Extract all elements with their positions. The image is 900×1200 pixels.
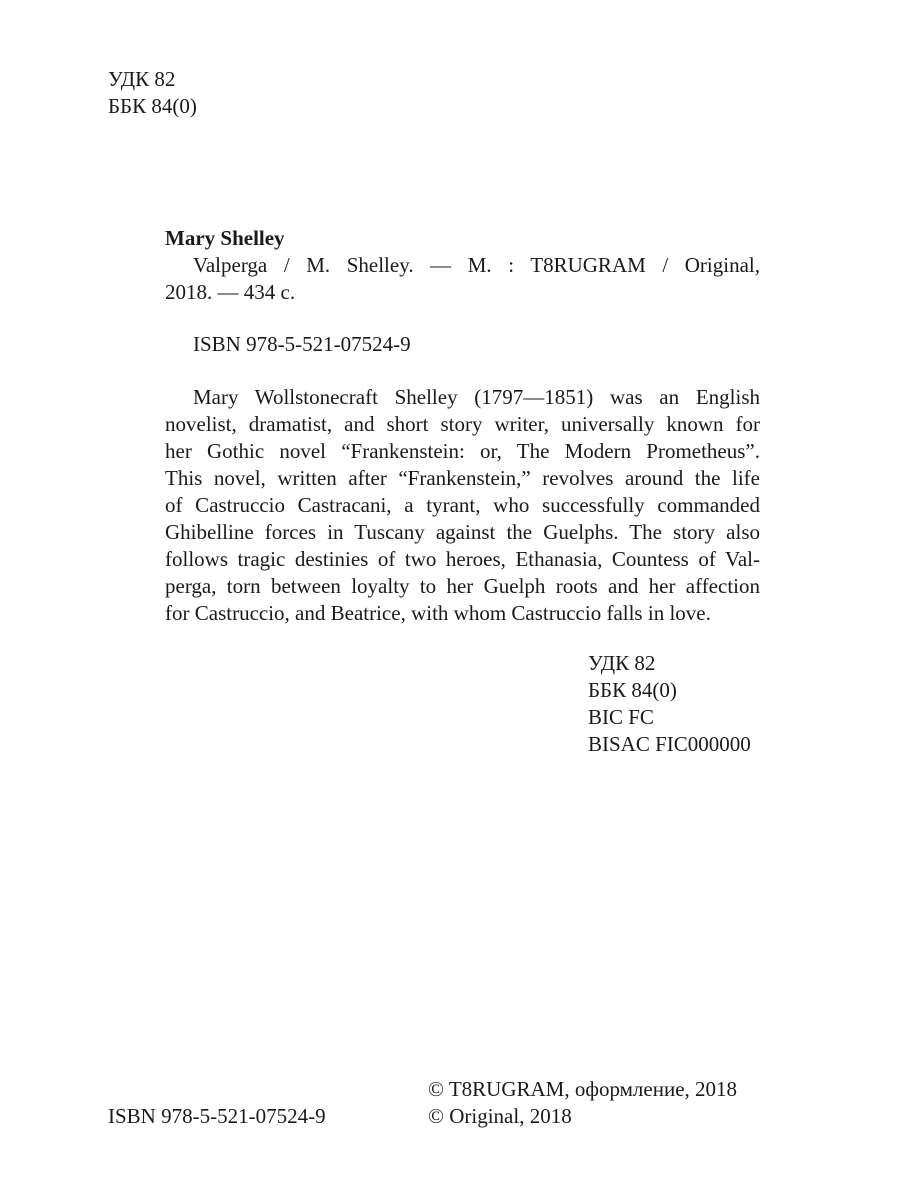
bisac-code: BISAC FIC000000 [588, 732, 751, 756]
bibliographic-record [165, 225, 760, 627]
top-udk-code: УДК 82 [108, 67, 176, 91]
annotation-line: novelist, dramatist, and short story writer, universally known for [165, 412, 760, 436]
author-name: Mary Shelley [165, 226, 285, 250]
annotation-line: Ghibelline forces in Tuscany against the Guelphs. The story also [165, 520, 760, 544]
footer-isbn-text: ISBN 978-5-521-07524-9 [108, 1104, 326, 1128]
citation-line: 2018. — 434 с. [165, 280, 296, 304]
annotation-line: follows tragic destinies of two heroes, Ethanasia, Countess of Val- [165, 547, 760, 571]
footer-isbn [108, 1103, 326, 1130]
annotation-line: of Castruccio Castracani, a tyrant, who successfully commanded [165, 493, 760, 517]
bbk-code: ББК 84(0) [588, 678, 677, 702]
classification-codes [588, 650, 751, 758]
annotation-paragraph [165, 384, 760, 627]
annotation-line: her Gothic novel “Frankenstein: or, The Modern Prometheus”. [165, 439, 760, 463]
annotation-line: This novel, written after “Frankenstein,” revolves around the life [165, 466, 760, 490]
annotation-line: Mary Wollstonecraft Shelley (1797—1851) was an English [193, 385, 760, 409]
annotation-line: for Castruccio, and Beatrice, with whom Castruccio falls in love. [165, 601, 711, 625]
top-bbk-code: ББК 84(0) [108, 94, 197, 118]
udk-code: УДК 82 [588, 651, 656, 675]
annotation-line: perga, torn between loyalty to her Guelph roots and her affection [165, 574, 760, 598]
copyright-design: © T8RUGRAM, оформление, 2018 [428, 1077, 738, 1101]
record-isbn: ISBN 978-5-521-07524-9 [193, 332, 411, 356]
bic-code: BIC FC [588, 705, 654, 729]
copyright-original: © Original, 2018 [428, 1104, 572, 1128]
citation-line: Valperga / M. Shelley. — M. : T8RUGRAM / Original, [193, 253, 760, 277]
copyright-notices [428, 1076, 737, 1130]
top-classification-codes [108, 66, 197, 120]
